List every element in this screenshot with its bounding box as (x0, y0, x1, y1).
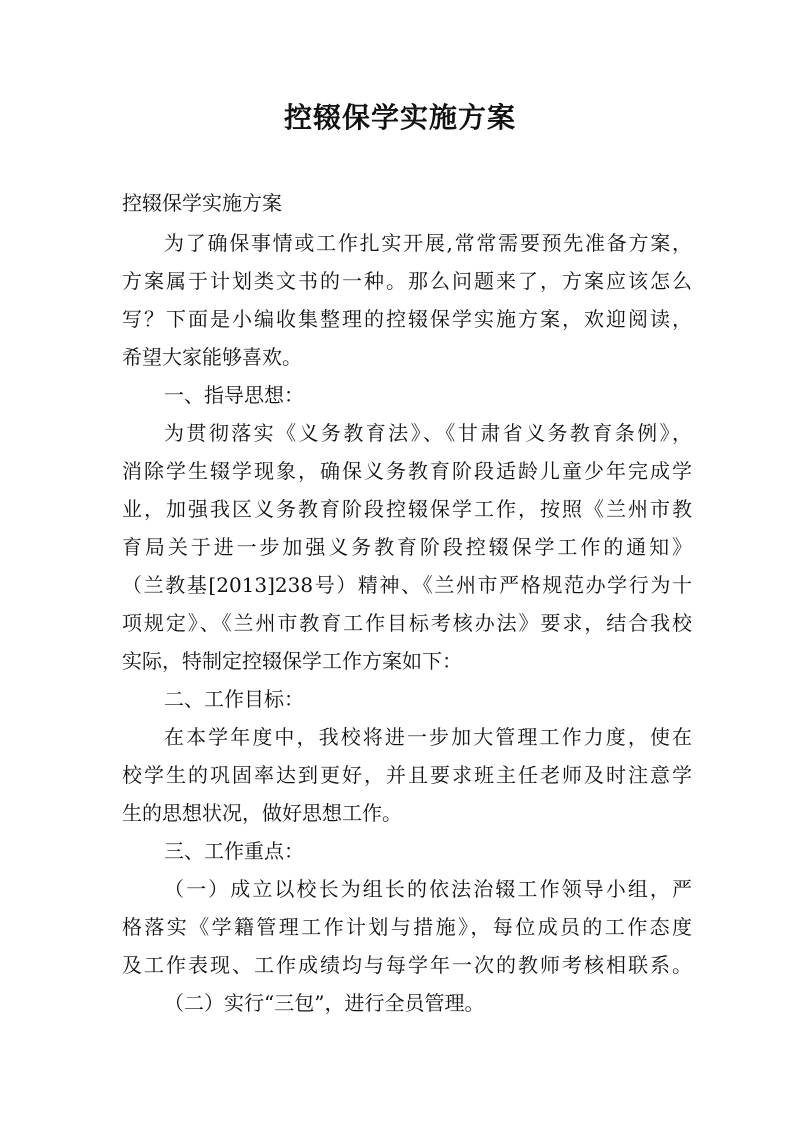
paragraph-line: 育局关于进一步加强义务教育阶段控辍保学工作的通知》 (122, 535, 692, 559)
section-heading: 三、工作重点： (164, 839, 304, 863)
paragraph-line: 为贯彻落实《义务教育法》、《甘肃省义务教育条例》， (164, 421, 692, 445)
paragraph-line: （兰教基[2013]238号）精神、《兰州市严格规范办学行为十 (122, 573, 692, 597)
paragraph-line: （一）成立以校长为组长的依法治辍工作领导小组，严 (164, 877, 692, 901)
paragraph-line: 格落实《学籍管理工作计划与措施》，每位成员的工作态度 (122, 915, 692, 939)
paragraph-line: （二）实行“三包”，进行全员管理。 (164, 991, 485, 1015)
paragraph-line: 实际，特制定控辍保学工作方案如下： (122, 649, 462, 673)
paragraph-line: 消除学生辍学现象，确保义务教育阶段适龄儿童少年完成学 (122, 459, 692, 483)
paragraph-line: 及工作表现、工作成绩均与每学年一次的教师考核相联系。 (122, 953, 692, 977)
paragraph-line: 业，加强我区义务教育阶段控辍保学工作，按照《兰州市教 (122, 497, 692, 521)
document-title: 控辍保学实施方案 (283, 101, 516, 134)
paragraph-line: 项规定》、《兰州市教育工作目标考核办法》要求，结合我校 (122, 611, 692, 635)
paragraph-line: 方案属于计划类文书的一种。那么问题来了，方案应该怎么 (122, 269, 692, 293)
paragraph-line: 为了确保事情或工作扎实开展,常常需要预先准备方案， (164, 231, 692, 255)
subtitle-line: 控辍保学实施方案 (122, 191, 282, 215)
paragraph-line: 写？下面是小编收集整理的控辍保学实施方案，欢迎阅读， (122, 307, 692, 331)
paragraph-line: 生的思想状况，做好思想工作。 (122, 801, 402, 825)
section-heading: 一、指导思想： (164, 383, 304, 407)
section-heading: 二、工作目标： (164, 687, 304, 711)
paragraph-line: 希望大家能够喜欢。 (122, 345, 302, 369)
paragraph-line: 在本学年度中，我校将进一步加大管理工作力度，使在 (164, 725, 692, 749)
paragraph-line: 校学生的巩固率达到更好，并且要求班主任老师及时注意学 (122, 763, 692, 787)
